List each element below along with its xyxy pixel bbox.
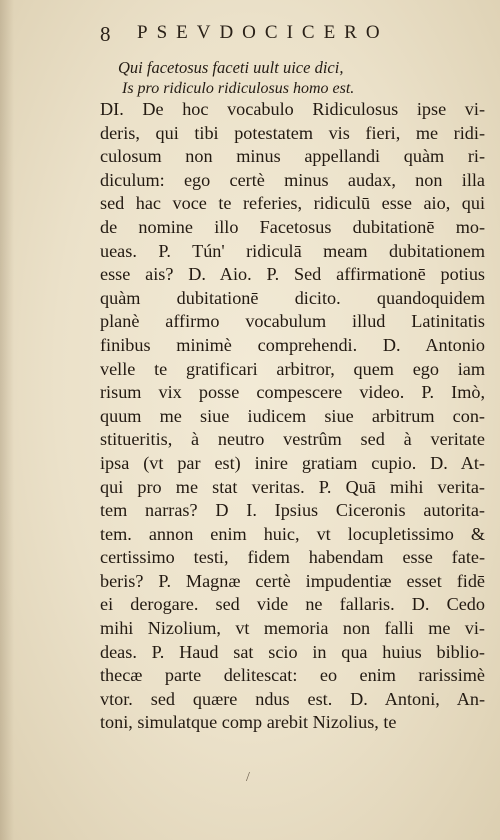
- running-head-title: PSEVDOCICERO: [137, 22, 389, 43]
- body-text: [100, 98, 485, 735]
- text-line: ueas. P. Tún' ridiculā meam dubitationem: [100, 240, 485, 261]
- text-line: deas. P. Haud sat scio in qua huius biblio-: [100, 641, 485, 662]
- text-line: sed hac voce te referies, ridiculū esse aio, qui: [100, 193, 485, 214]
- text-line: finibus minimè comprehendi. D. Antonio: [100, 334, 485, 355]
- text-line: DI. De hoc vocabulo Ridiculosus ipse vi-: [100, 99, 485, 119]
- text-line: quàm dubitationē dicito. quandoquidem: [100, 287, 485, 308]
- text-line: de nomine illo Facetosus dubitationē mo-: [100, 216, 485, 237]
- text-line: velle te gratificari arbitror, quem ego iam: [100, 358, 485, 379]
- text-line: vtor. sed quære ndus est. D. Antoni, An-: [100, 688, 485, 709]
- text-line: esse ais? D. Aio. P. Sed affirmationē potius: [100, 264, 485, 285]
- text-line: quum me siue iudicem siue arbitrum con-: [100, 405, 485, 426]
- page-number: 8: [100, 22, 111, 46]
- text-line: stitueritis, à neutro vestrûm sed à veritate: [100, 429, 485, 450]
- text-line: toni, simulatque comp arebit Nizolius, te: [100, 712, 397, 733]
- text-line: certissimo testi, fidem habendam esse fate-: [100, 547, 485, 568]
- text-line: mihi Nizolium, vt memoria non falli me vi-: [100, 618, 485, 639]
- stray-mark: /: [246, 770, 250, 785]
- running-head: [100, 22, 445, 52]
- text-line: diculum: ego certè minus audax, non illa: [100, 169, 485, 190]
- text-line: qui pro me stat veritas. P. Quā mihi verita-: [100, 476, 485, 497]
- subtitle-line-1: Qui facetosus faceti uult uice dici,: [118, 58, 344, 77]
- text-line: thecæ parte delitescat: eo enim rarissimè: [100, 665, 485, 686]
- text-line: beris? P. Magnæ certè impudentiæ esset fidē: [100, 570, 485, 591]
- text-line: risum vix posse compescere video. P. Imò,: [100, 382, 485, 403]
- text-line: deris, qui tibi potestatem vis fieri, me ridi-: [100, 122, 485, 143]
- subtitle-line-2: Is pro ridiculo ridiculosus homo est.: [122, 80, 355, 97]
- text-line: planè affirmo vocabulum illud Latinitatis: [100, 311, 485, 332]
- text-line: ipsa (vt par est) inire gratiam cupio. D. At-: [100, 452, 485, 473]
- text-line: tem narras? D I. Ipsius Ciceronis autorita-: [100, 500, 485, 521]
- text-line: ei derogare. sed vide ne fallaris. D. Cedo: [100, 594, 485, 615]
- text-line: tem. annon enim huic, vt locupletissimo &: [100, 523, 485, 544]
- text-line: culosum non minus appellandi quàm ri-: [100, 146, 485, 167]
